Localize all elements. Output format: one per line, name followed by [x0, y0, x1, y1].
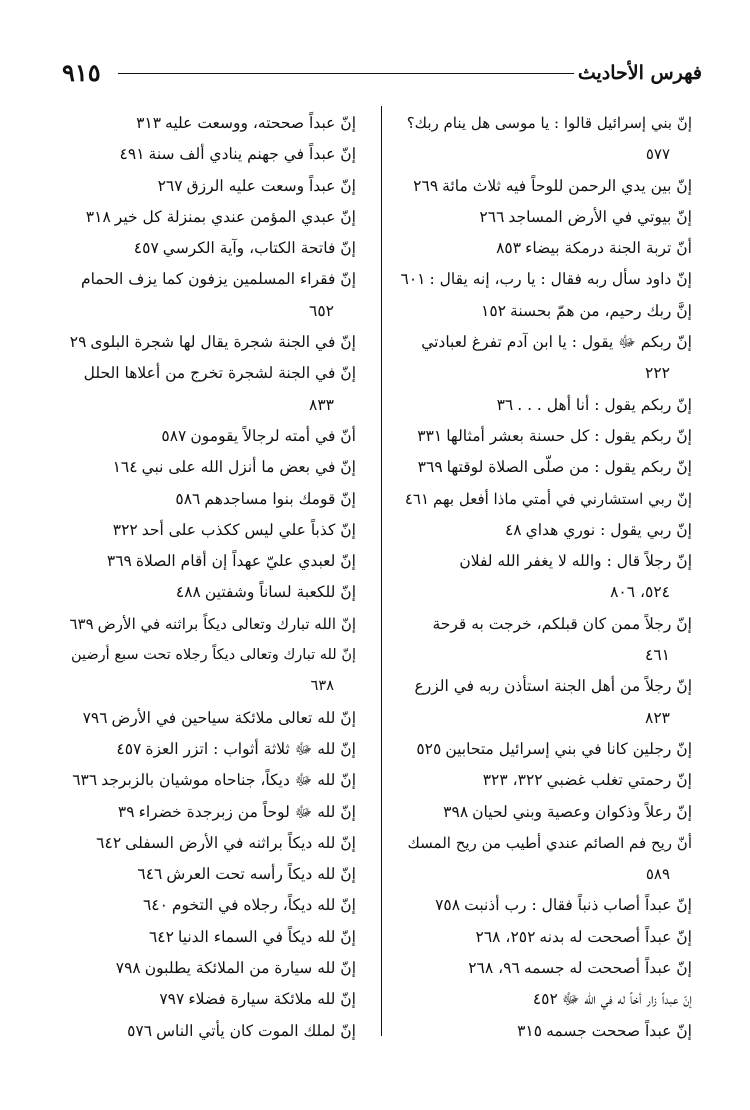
page-references: ٣٦	[496, 395, 514, 414]
hadith-incipit: إنّ ربي يقول : نوري هداي	[525, 520, 692, 539]
hadith-incipit: إنّ عبداً صححت جسمه	[546, 1021, 692, 1040]
hadith-index-entry	[64, 358, 356, 421]
hadith-incipit: إنّ لله ﷻ ديكاً، جناحاه موشيان بالزبرجد	[101, 771, 356, 790]
hadith-incipit: إنّ لله ديكاً في السماء الدنيا	[177, 927, 356, 946]
hadith-incipit: إنّ لله ﷻ ثلاثة أثواب : اتزر العزة	[145, 739, 356, 758]
hadith-index-entry	[400, 484, 692, 515]
hadith-incipit: إنّ عبداً زار أخاً له في الله ﷻ	[561, 990, 692, 1009]
hadith-incipit: إنّ رعلاً وذكوان وعصية وبني لحيان	[472, 802, 692, 821]
hadith-incipit: إنّ لملك الموت كان يأتي الناس	[156, 1021, 356, 1040]
hadith-incipit: إنّ رجلين كانا في بني إسرائيل متحابين	[445, 739, 692, 758]
page-references: ٣١٥	[517, 1021, 543, 1040]
hadith-index-entry	[400, 1016, 692, 1047]
hadith-index-entry	[64, 202, 356, 233]
hadith-index-entry	[64, 452, 356, 483]
page-references: ٦٤٢	[148, 927, 174, 946]
hadith-incipit: إنّ لله ديكاً براثنه في الأرض السفلى	[125, 833, 356, 852]
hadith-index-entry	[64, 421, 356, 452]
hadith-index-entry	[64, 703, 356, 734]
page-references: ٤٥٧	[133, 239, 159, 258]
hadith-index-entry	[400, 984, 692, 1015]
hadith-incipit: إنّ لعبدي عليّ عهداً إن أقام الصلاة	[135, 552, 356, 571]
hadith-incipit: إنَّ ربك رحيم، من همّ بحسنة	[510, 301, 692, 320]
hadith-incipit: إنّ لله ملائكة سيارة فضلاء	[188, 990, 356, 1009]
page-references: ٤٥٢	[532, 990, 558, 1009]
page-references: ٢٦٩	[413, 176, 439, 195]
hadith-index-entry	[64, 484, 356, 515]
hadith-index-entry	[64, 828, 356, 859]
hadith-index-entry	[400, 671, 692, 734]
page-references: ٥٨٦	[175, 489, 201, 508]
page-references: ٦٤٦	[137, 865, 163, 884]
hadith-index-entry	[64, 640, 356, 703]
hadith-incipit: إنّ ربكم ﷻ يقول : يا ابن آدم تفرغ لعبادتي	[421, 333, 692, 352]
page-references: ٢٦٦	[479, 207, 505, 226]
hadith-index-entry	[400, 327, 692, 390]
hadith-incipit: إنّ عبداً صححته، ووسعت عليه	[165, 114, 356, 132]
hadith-index-entry	[400, 108, 692, 171]
hadith-incipit: إنّ عبداً وسعت عليه الرزق	[186, 176, 356, 195]
hadith-incipit: إنّ لله سيارة من الملائكة يطلبون	[144, 959, 356, 978]
hadith-incipit: إنّ لله تعالى ملائكة سياحين في الأرض	[111, 708, 356, 727]
page-references: ٦٣٩	[69, 614, 94, 633]
page-references: ٧٥٨	[435, 896, 461, 915]
hadith-incipit: إنّ في الجنة لشجرة تخرج من أعلاها الحلل	[83, 364, 356, 383]
hadith-index-entry	[400, 546, 692, 609]
hadith-incipit: إنّ عبداً أصاب ذنباً فقال : رب أذنبت	[464, 896, 692, 915]
page-references: ٨٥٣	[496, 239, 522, 258]
hadith-index-entry	[400, 609, 692, 672]
page-references: ٣١٨	[85, 207, 111, 226]
hadith-index-entry	[400, 390, 692, 421]
page-references: ٦٣٨	[310, 678, 334, 695]
page-references: ٨٣٣	[309, 395, 334, 414]
page-references: ٨٢٣	[645, 708, 670, 727]
hadith-index-entry	[64, 233, 356, 264]
page-references: ٤٦١	[404, 489, 430, 508]
page-references: ٣٢٢	[112, 520, 138, 539]
page-references: ٤٥٧	[116, 739, 142, 758]
hadith-index-entry	[400, 264, 692, 295]
hadith-incipit: إنّ رحمتي تغلب غضبي	[546, 771, 692, 790]
hadith-index-entry	[400, 296, 692, 327]
hadith-incipit: أنّ في أمته لرجالاً يقومون	[190, 426, 356, 445]
index-column-right	[400, 108, 692, 1047]
hadith-incipit: إنّ لله ديكاً رأسه تحت العرش	[166, 865, 356, 884]
hadith-incipit: إنّ فقراء المسلمين يزفون كما يزف الحمام	[80, 270, 356, 289]
hadith-incipit: إنّ عبداً أصححت له جسمه	[523, 959, 692, 978]
page-header	[62, 56, 702, 90]
hadith-incipit: إنّ الله تبارك وتعالى ديكاً براثنه في الأرض	[97, 614, 356, 633]
page-references: ٧٩٦	[82, 708, 108, 727]
hadith-index-entry	[400, 452, 692, 483]
hadith-incipit: إنّ ربي استشارني في أمتي ماذا أفعل بهم	[433, 489, 692, 508]
hadith-incipit: أنّ تربة الجنة درمكة بيضاء	[525, 239, 692, 258]
hadith-incipit: إنّ لله تبارك وتعالى ديكاً رجلاه تحت سبع أرضين	[70, 647, 356, 664]
hadith-incipit: إنّ رجلاً من أهل الجنة استأذن ربه في الزرع	[414, 677, 692, 696]
hadith-index-entry	[64, 515, 356, 546]
hadith-index-entry	[400, 828, 692, 891]
page-references: ٥٧٦	[127, 1021, 153, 1040]
page-references: ٦٥٢	[309, 301, 334, 320]
page-references: ٢٢٢	[645, 364, 670, 383]
page-references: ٣٢٢، ٣٢٣	[482, 771, 543, 790]
page-references: ٦٣٦	[72, 771, 98, 790]
page-references: ٥٨٩	[645, 865, 670, 884]
hadith-incipit: إنّ بني إسرائيل قالوا : يا موسى هل ينام ربك؟	[406, 114, 692, 132]
page-references: ٣١٣	[136, 114, 162, 132]
hadith-index-entry	[64, 139, 356, 170]
page-references: ٩٦، ٢٦٨	[468, 959, 520, 978]
hadith-index-entry	[400, 421, 692, 452]
page-references: ٥٢٥	[416, 739, 442, 758]
page-references: ٢٥٢، ٢٦٨	[475, 927, 536, 946]
hadith-index-entry	[400, 765, 692, 796]
hadith-incipit: إنّ في الجنة شجرة يقال لها شجرة البلوى	[90, 333, 356, 352]
page-references: ٧٩٧	[159, 990, 185, 1009]
hadith-incipit: إنّ عبداً أصححت له بدنه	[539, 927, 692, 946]
page-references: ٥٢٤، ٨٠٦	[610, 583, 670, 602]
hadith-index-entry	[64, 546, 356, 577]
page-references: ٣٣١	[417, 426, 443, 445]
hadith-incipit: إنّ بيوتي في الأرض المساجد	[508, 207, 692, 226]
hadith-incipit: إنّ كذباً علي ليس ككذب على أحد	[141, 520, 356, 539]
hadith-index-entry	[64, 922, 356, 953]
hadith-index-entry	[64, 577, 356, 608]
hadith-index-entry	[64, 765, 356, 796]
hadith-incipit: إنّ رجلاً ممن كان قبلكم، خرجت به قرحة	[432, 614, 692, 633]
page-references: ٥٨٧	[161, 426, 187, 445]
hadith-index-entry	[64, 984, 356, 1015]
running-title: فهرس الأحاديث	[577, 62, 702, 84]
hadith-incipit: إنّ للكعبة لساناً وشفتين	[204, 583, 356, 602]
column-divider	[381, 106, 382, 1036]
hadith-index-entry	[400, 890, 692, 921]
hadith-index-entry	[64, 890, 356, 921]
page-references: ٤٨٨	[175, 583, 201, 602]
page-references: ٤٨	[504, 520, 522, 539]
hadith-index-entry	[64, 953, 356, 984]
page-references: ٤٦١	[645, 646, 670, 665]
hadith-incipit: إنّ لله ديكاً، رجلاه في التخوم	[171, 896, 356, 915]
page-references: ٧٩٨	[115, 959, 141, 978]
page-references: ٥٧٧	[645, 145, 670, 164]
hadith-index-entry	[400, 515, 692, 546]
hadith-incipit: إنّ عبداً في جهنم ينادي ألف سنة	[148, 145, 356, 164]
page-references: ٦٤٠	[142, 896, 168, 915]
hadith-index-entry	[400, 734, 692, 765]
hadith-index-entry	[400, 922, 692, 953]
hadith-index-entry	[64, 859, 356, 890]
hadith-incipit: إنّ بين يدي الرحمن للوحاً فيه ثلاث مائة	[442, 176, 692, 195]
hadith-index-entry	[400, 953, 692, 984]
hadith-incipit: إنّ رجلاً قال : والله لا يغفر الله لفلان	[459, 552, 692, 571]
page-references: ١٥٢	[481, 301, 507, 320]
hadith-incipit: إنّ فاتحة الكتاب، وآية الكرسي	[162, 239, 356, 258]
page-references: ٢٩	[69, 333, 87, 352]
header-rule	[118, 73, 574, 74]
hadith-index-entry	[64, 797, 356, 828]
page-references: ١٦٤	[112, 458, 138, 477]
page-references: ٤٩١	[119, 145, 145, 164]
hadith-index-entry	[400, 233, 692, 264]
page-references: ٣٩٨	[443, 802, 469, 821]
hadith-incipit: إنّ قومك بنوا مساجدهم	[204, 489, 356, 508]
hadith-incipit: إنّ عبدي المؤمن عندي بمنزلة كل خير	[114, 207, 356, 226]
hadith-incipit: أنّ ريح فم الصائم عندي أطيب من ريح المسك	[407, 833, 692, 852]
hadith-index-entry	[400, 797, 692, 828]
page-references: ٣٦٩	[417, 458, 443, 477]
page-references: ٦٠١	[400, 270, 426, 289]
hadith-index-entry	[64, 171, 356, 202]
hadith-index-entry	[64, 327, 356, 358]
page-references: ٣٩	[117, 802, 135, 821]
hadith-incipit: إنّ ربكم يقول : من صلّى الصلاة لوقتها	[446, 458, 692, 477]
page-number: ٩١٥	[62, 58, 101, 87]
hadith-index-entry	[64, 734, 356, 765]
hadith-incipit: إنّ داود سأل ربه فقال : يا رب، إنه يقال :	[429, 270, 692, 289]
page-references: ٢٦٧	[157, 176, 183, 195]
hadith-index-entry	[400, 202, 692, 233]
hadith-incipit: إنّ ربكم يقول : أنا أهل . . .	[517, 395, 692, 414]
hadith-index-entry	[64, 1016, 356, 1047]
hadith-index-entry	[64, 108, 356, 139]
hadith-incipit: إنّ لله ﷻ لوحاً من زبرجدة خضراء	[138, 802, 356, 821]
hadith-index-entry	[64, 264, 356, 327]
page-references: ٦٤٢	[96, 833, 122, 852]
hadith-index-entry	[64, 609, 356, 640]
page-references: ٣٦٩	[106, 552, 132, 571]
hadith-incipit: إنّ ربكم يقول : كل حسنة بعشر أمثالها	[446, 426, 692, 445]
hadith-index-entry	[400, 171, 692, 202]
index-column-left	[64, 108, 356, 1047]
hadith-incipit: إنّ في بعض ما أنزل الله على نبي	[141, 458, 356, 477]
